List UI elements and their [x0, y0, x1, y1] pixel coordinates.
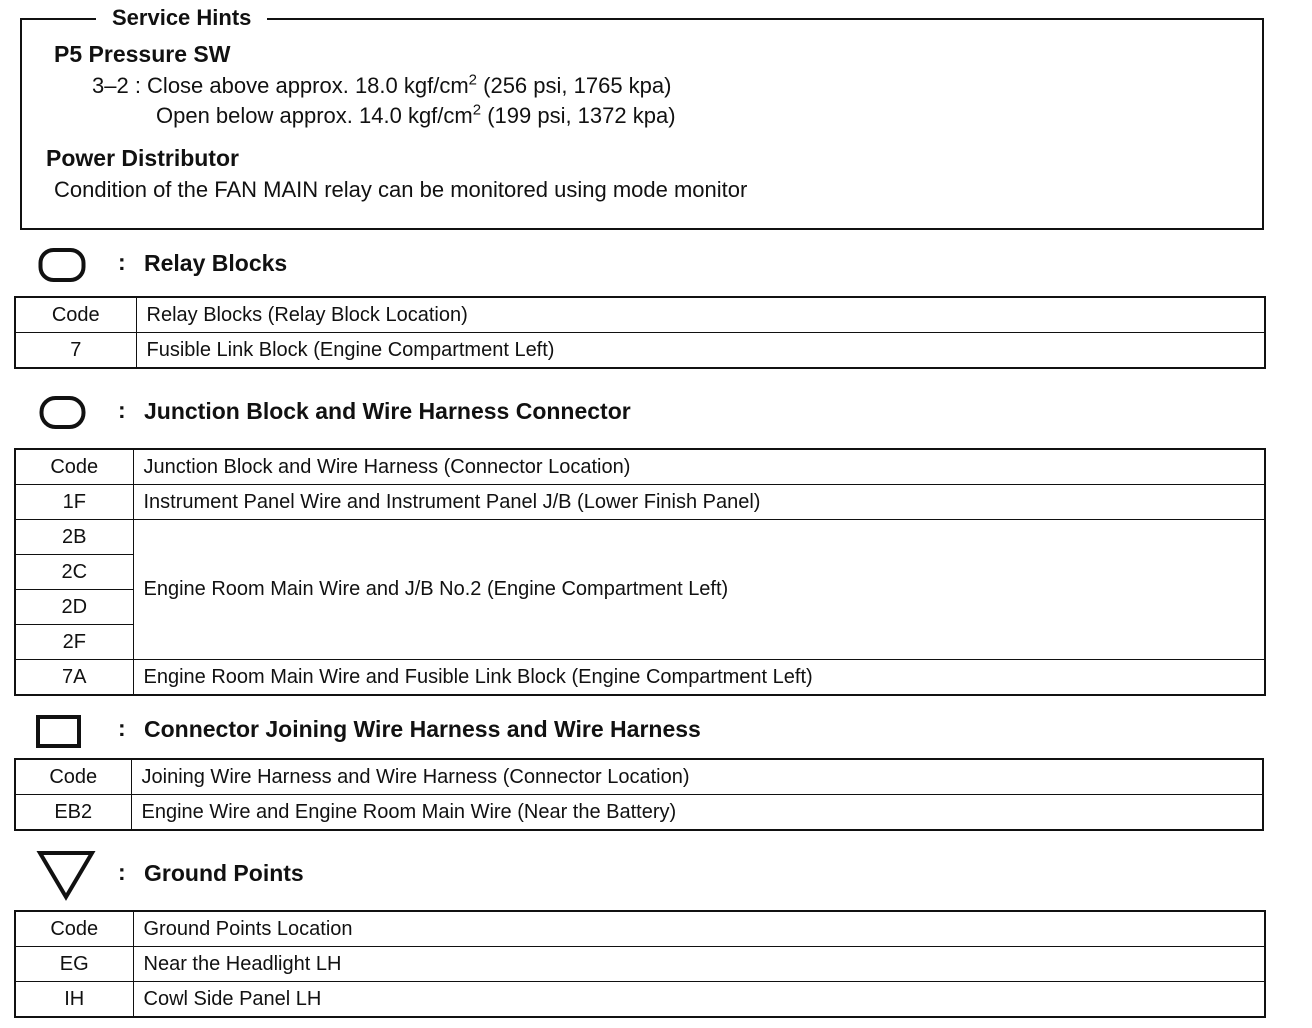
- table-header-row: [15, 449, 1265, 485]
- table-row: [15, 333, 1265, 369]
- connectors-title: Connector Joining Wire Harness and Wire Harness: [144, 716, 701, 742]
- junction-blocks-colon: :: [118, 397, 126, 423]
- table-row: [15, 660, 1265, 696]
- location-cell: Engine Room Main Wire and J/B No.2 (Engine Compartment Left): [133, 520, 1265, 660]
- code-cell: 2B: [15, 520, 133, 555]
- code-header: Code: [15, 449, 133, 485]
- code-header: Code: [15, 297, 136, 333]
- relay-blocks-table: [14, 296, 1266, 369]
- p5-close-spec: 3–2 : Close above approx. 18.0 kgf/$cm^2$ (256 psi, 1765 kpa): [92, 71, 672, 98]
- relay-blocks-colon: :: [118, 249, 126, 275]
- code-header: Code: [15, 911, 133, 947]
- power-distributor-note: Condition of the FAN MAIN relay can be monitored using mode monitor: [54, 177, 748, 202]
- location-header: Junction Block and Wire Harness (Connector Location): [133, 449, 1265, 485]
- code-cell: 1F: [15, 485, 133, 520]
- junction-block-symbol-icon: [38, 395, 88, 431]
- code-header: Code: [15, 759, 131, 795]
- table-row: [15, 520, 1265, 555]
- relay-block-symbol-icon: [38, 247, 88, 283]
- table-header-row: [15, 911, 1265, 947]
- table-row: [15, 795, 1263, 831]
- table-header-row: [15, 759, 1263, 795]
- ground-points-colon: :: [118, 859, 126, 885]
- relay-blocks-title: Relay Blocks: [144, 250, 288, 276]
- code-cell: EG: [15, 947, 133, 982]
- location-cell: Fusible Link Block (Engine Compartment Left): [136, 333, 1265, 369]
- p5-open-spec: Open below approx. 14.0 kgf/$cm^2$ (199 psi, 1372 kpa): [156, 101, 676, 128]
- location-cell: Instrument Panel Wire and Instrument Panel J/B (Lower Finish Panel): [133, 485, 1265, 520]
- ground-points-title: Ground Points: [144, 860, 304, 886]
- p5-component-label: P5 Pressure SW: [54, 41, 231, 67]
- table-header-row: [15, 297, 1265, 333]
- location-header: Ground Points Location: [133, 911, 1265, 947]
- connectors-table: [14, 758, 1264, 831]
- ground-points-table: [14, 910, 1266, 1018]
- junction-blocks-table: [14, 448, 1266, 696]
- connector-symbol-icon: [35, 714, 83, 750]
- power-distributor-label: Power Distributor: [46, 145, 239, 171]
- table-row: [15, 485, 1265, 520]
- location-cell: Engine Wire and Engine Room Main Wire (Near the Battery): [131, 795, 1263, 831]
- table-row: [15, 947, 1265, 982]
- code-cell: IH: [15, 982, 133, 1018]
- location-cell: Cowl Side Panel LH: [133, 982, 1265, 1018]
- code-cell: 2D: [15, 590, 133, 625]
- junction-blocks-title: Junction Block and Wire Harness Connector: [144, 398, 631, 424]
- location-cell: Near the Headlight LH: [133, 947, 1265, 982]
- code-cell: 7: [15, 333, 136, 369]
- location-cell: Engine Room Main Wire and Fusible Link Block (Engine Compartment Left): [133, 660, 1265, 696]
- table-row: [15, 982, 1265, 1018]
- connectors-colon: :: [118, 715, 126, 741]
- code-cell: 7A: [15, 660, 133, 696]
- code-cell: 2C: [15, 555, 133, 590]
- code-cell: 2F: [15, 625, 133, 660]
- service-hints-title: Service Hints: [96, 5, 267, 31]
- location-header: Joining Wire Harness and Wire Harness (Connector Location): [131, 759, 1263, 795]
- location-header: Relay Blocks (Relay Block Location): [136, 297, 1265, 333]
- ground-point-symbol-icon: [36, 850, 96, 902]
- code-cell: EB2: [15, 795, 131, 831]
